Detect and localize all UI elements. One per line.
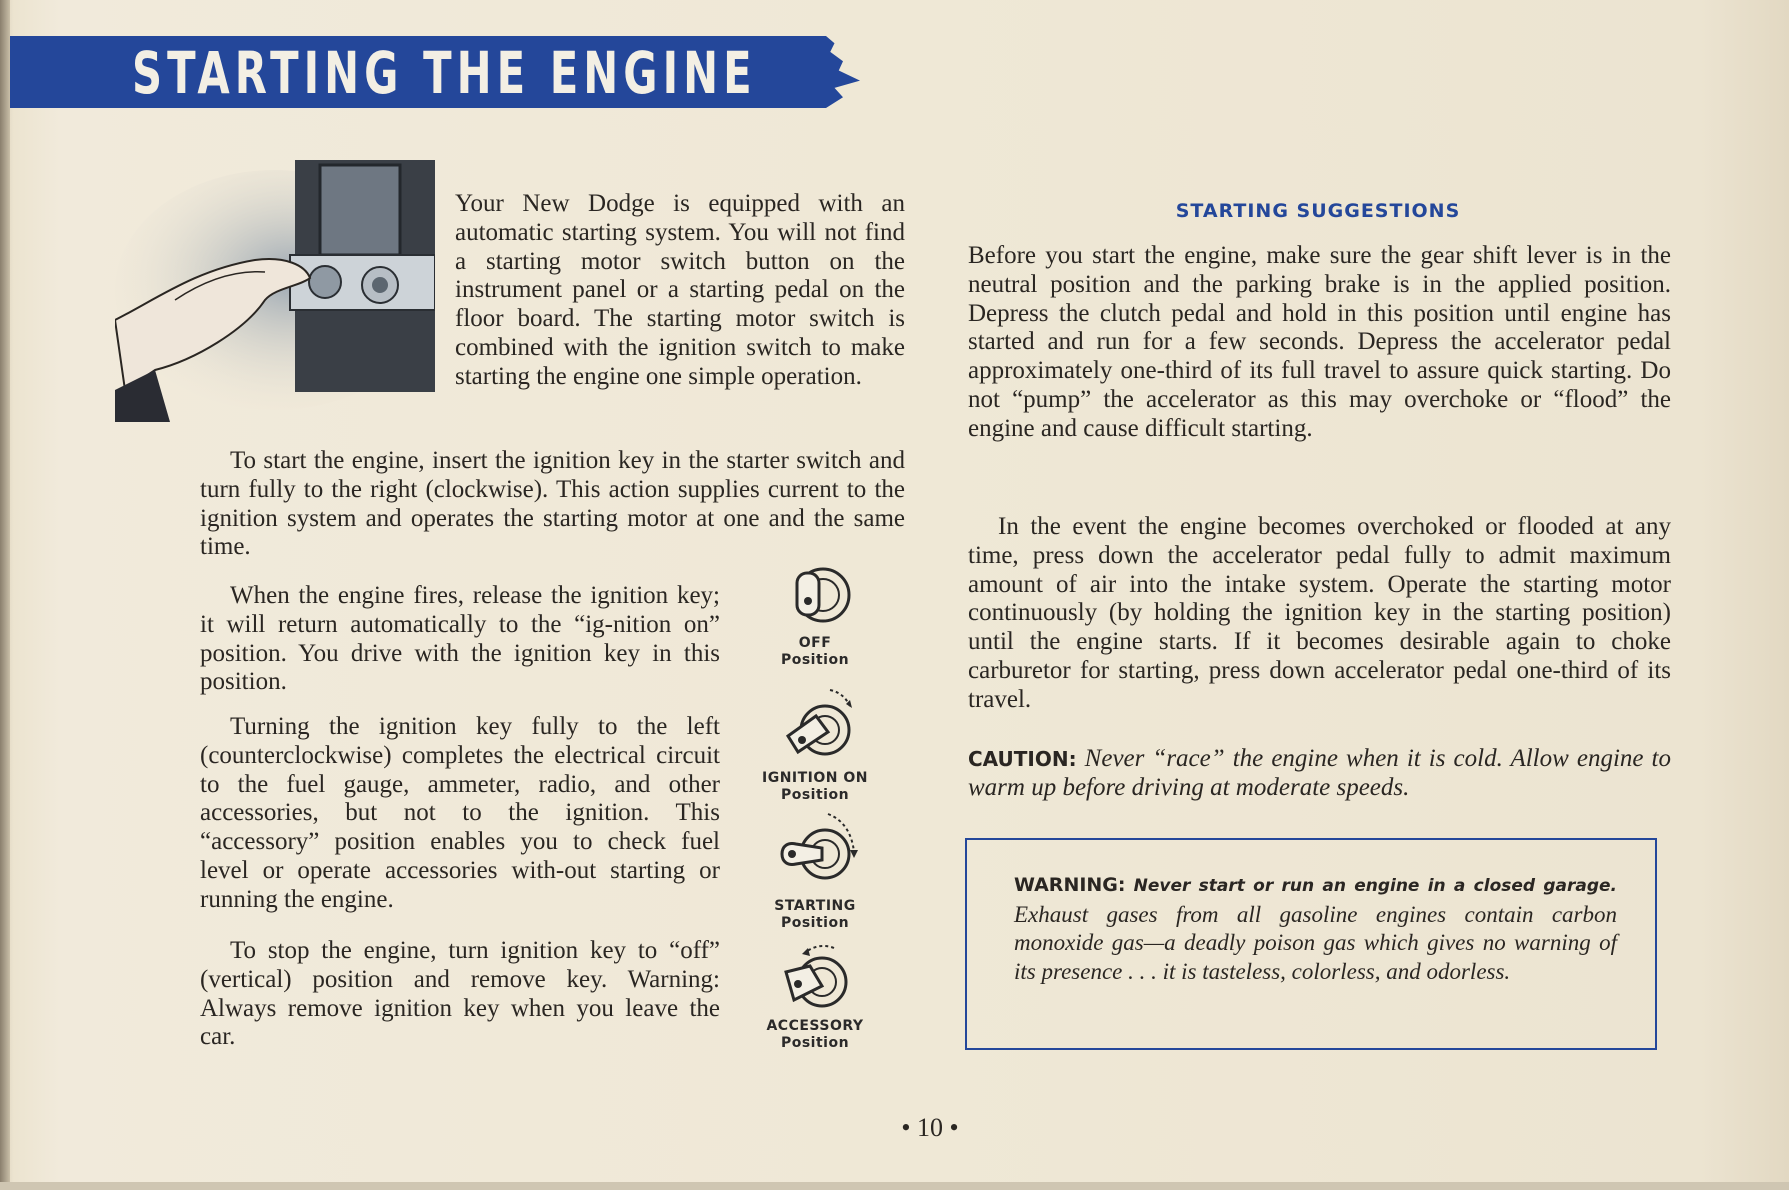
key-ignition-on-label: IGNITION ON xyxy=(762,770,868,786)
suggestions-paragraph-2: In the event the engine becomes overchoked or flooded at any time, press down the accelerator pedal fully to admit maximum amount of air into the intake system. Operate the starting motor continuously (by holding the ignition key in the starting position) until the engine starts. If it becomes desirable again to choke carburetor for starting, press down accelerator pedal one-third of its travel. xyxy=(968,513,1671,713)
warning-bold-text: Never start or run an engine in a closed garage. xyxy=(1133,876,1618,896)
key-starting-icon xyxy=(770,808,860,898)
caution-note xyxy=(968,745,1671,803)
page-spine xyxy=(0,0,10,1190)
key-ignition-on-sub: Position xyxy=(780,787,850,803)
warning-label: WARNING: xyxy=(1014,874,1126,896)
hand-ignition-illustration xyxy=(115,160,435,422)
key-off-sub: Position xyxy=(780,652,850,668)
accessory-paragraph: Turning the ignition key fully to the left (counterclockwise) completes the electrical circuit to the fuel gauge, ammeter, radio, and other accessories, but not to the ignition. This “accessory” position enables you to check fuel level or operate accessories with-out starting or running the engine. xyxy=(200,713,720,913)
caution-text: Never “race” the engine when it is cold. Allow engine to warm up before driving at moderate speeds. xyxy=(968,745,1671,801)
warning-note xyxy=(1014,870,1617,986)
key-starting-label: STARTING xyxy=(774,898,856,914)
key-accessory-icon xyxy=(770,938,860,1018)
start-engine-paragraph: To start the engine, insert the ignition key in the starter switch and turn fully to the right (clockwise). This action supplies current to the ignition system and operates the starting motor at one and the same time. xyxy=(200,447,905,561)
intro-paragraph: Your New Dodge is equipped with an automatic starting system. You will not find a starting motor switch button on the instrument panel or a starting pedal on the floor board. The starting motor switch is combined with the ignition switch to make starting the engine one simple operation. xyxy=(455,190,905,390)
key-off-icon xyxy=(775,555,855,635)
page-bottom-edge xyxy=(0,1182,1789,1190)
starting-suggestions-title: STARTING SUGGESTIONS xyxy=(1175,200,1461,222)
engine-fires-paragraph: When the engine fires, release the ignition key; it will return automatically to the “ig-nition on” position. You drive with the ignition key in this position. xyxy=(200,582,720,696)
key-starting-sub: Position xyxy=(780,915,850,931)
suggestions-paragraph-1: Before you start the engine, make sure the gear shift lever is in the neutral position and the parking brake is in the applied position. Depress the clutch pedal and hold in this position until engine has started and run for a few seconds. Depress the accelerator pedal approximately one-third of its full travel to assure quick starting. Do not “pump” the accelerator as this may overchoke or “flood” the engine and cause difficult starting. xyxy=(968,242,1671,442)
key-off-diagram xyxy=(745,555,885,669)
key-accessory-diagram xyxy=(745,938,885,1052)
page-title: STARTING THE ENGINE xyxy=(132,39,757,107)
key-ignition-on-diagram xyxy=(745,680,885,804)
key-accessory-label: ACCESSORY xyxy=(766,1018,864,1034)
key-accessory-sub: Position xyxy=(780,1035,850,1051)
stop-engine-paragraph: To stop the engine, turn ignition key to “off” (vertical) position and remove key. Warning: Always remove ignition key when you leave the car. xyxy=(200,937,720,1051)
key-starting-diagram xyxy=(745,808,885,932)
warning-text: Exhaust gases from all gasoline engines contain carbon monoxide gas—a deadly poison gas which gives no warning of its presence . . . it is tasteless, colorless, and odorless. xyxy=(1014,901,1617,984)
key-ignition-on-icon xyxy=(770,680,860,770)
key-off-label: OFF xyxy=(798,635,832,651)
page-number: • 10 • xyxy=(901,1113,959,1142)
caution-label: CAUTION: xyxy=(968,747,1077,771)
